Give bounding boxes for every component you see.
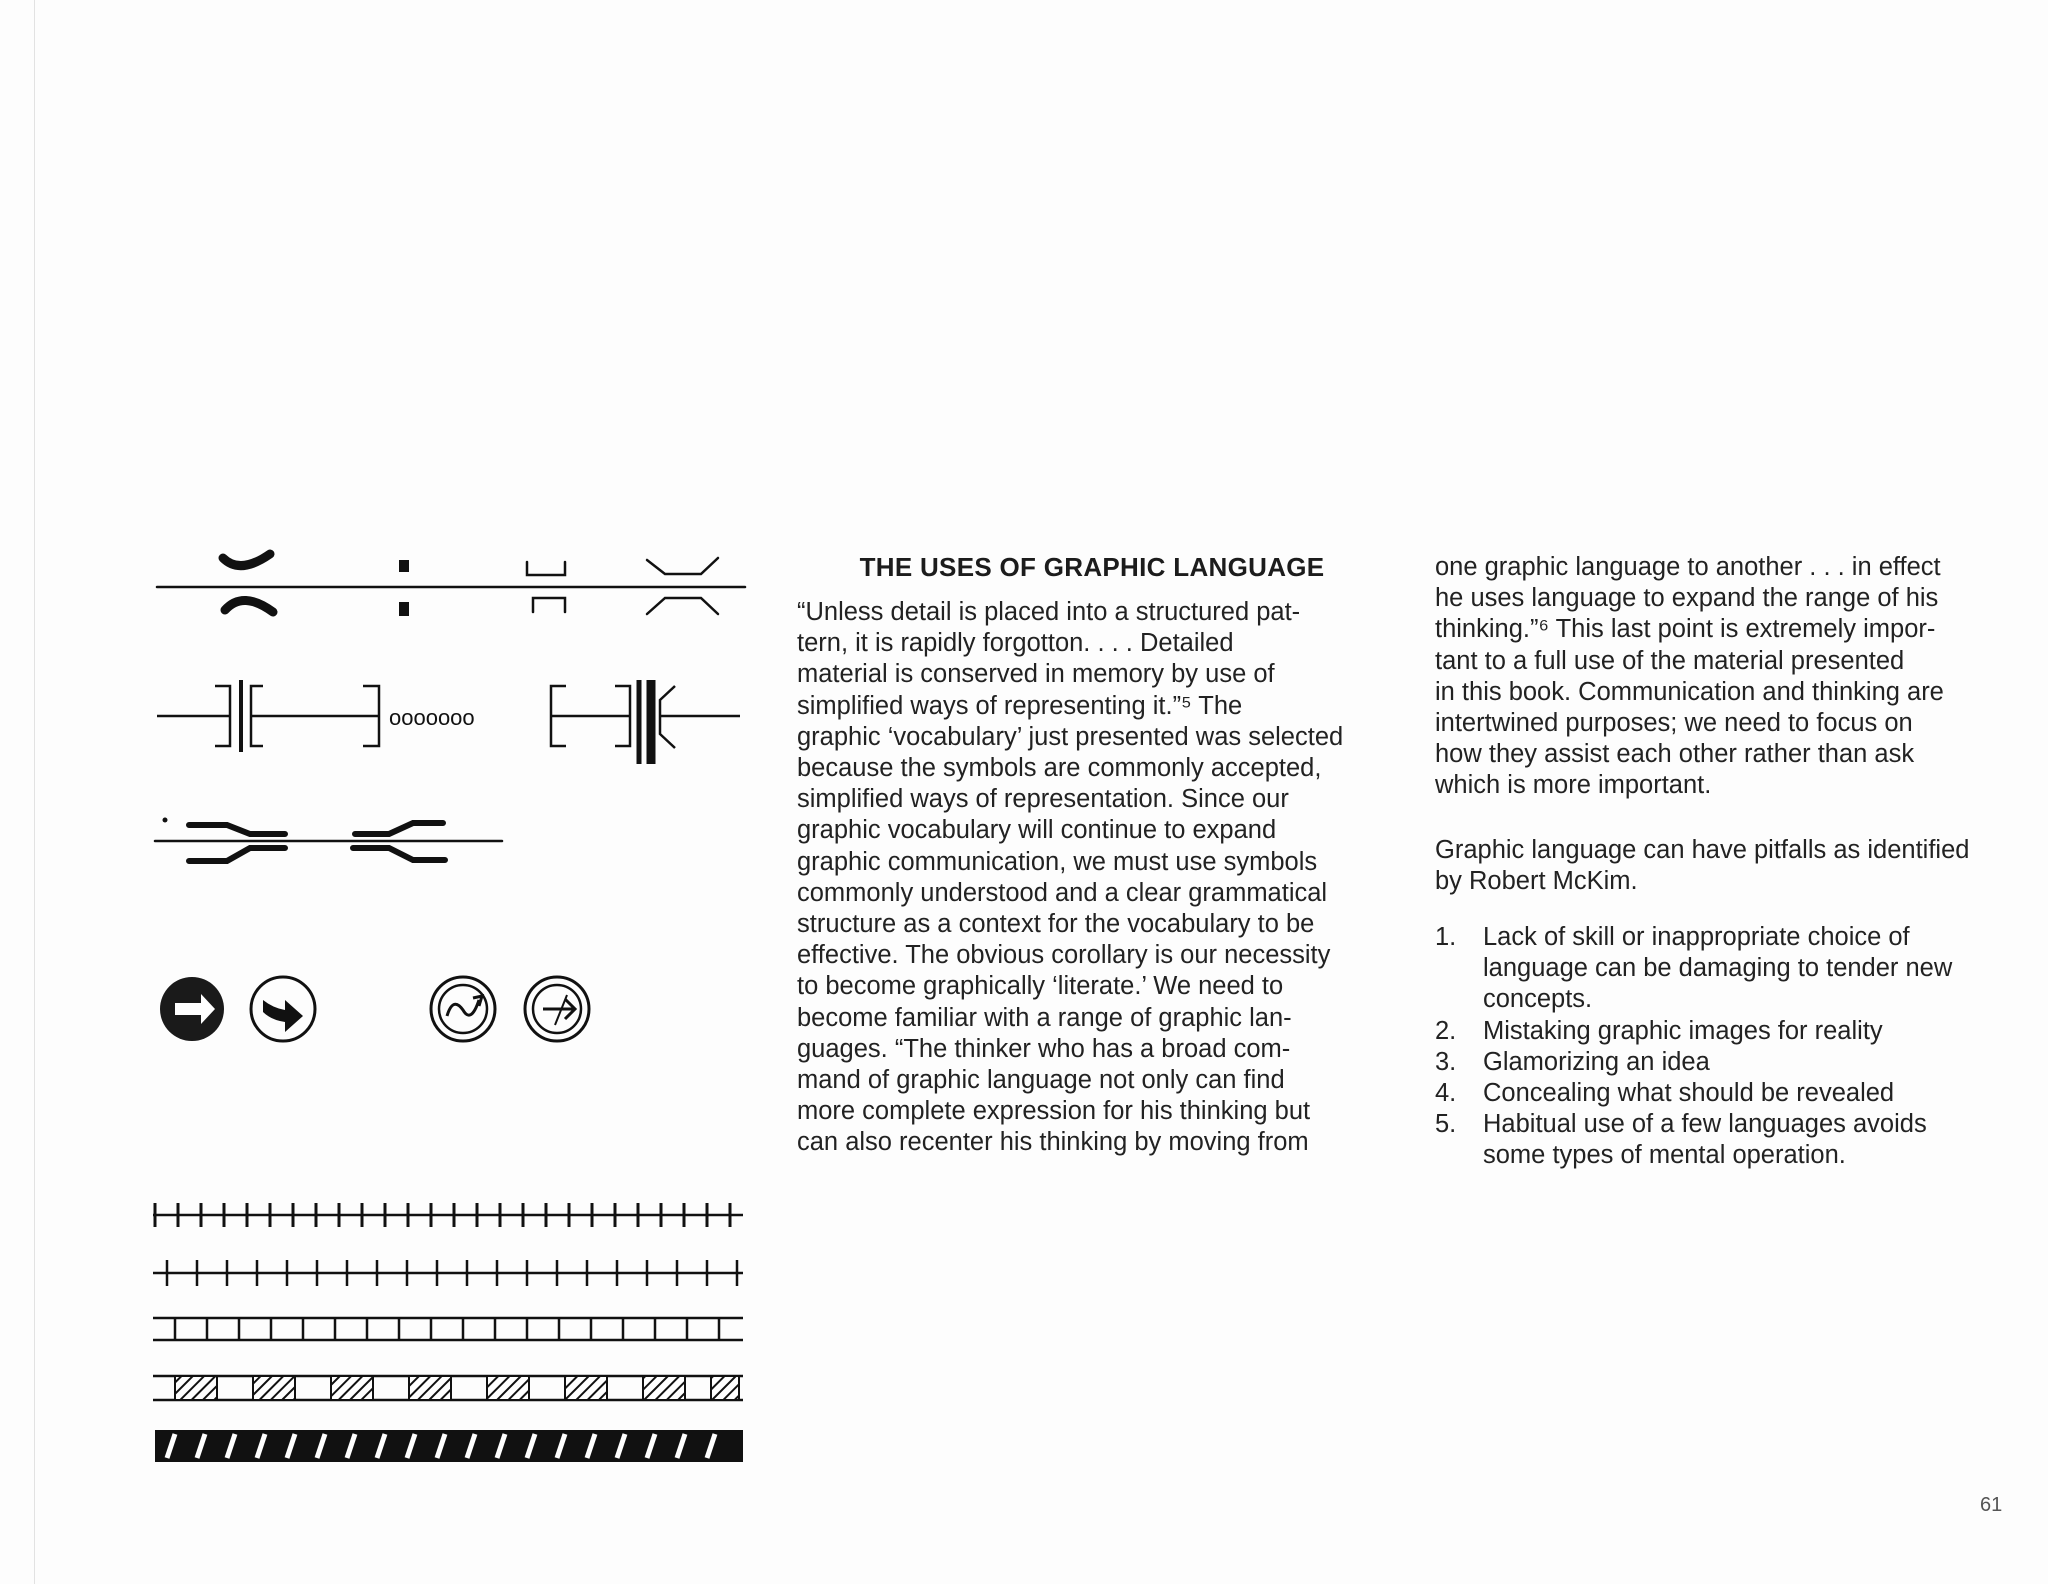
article-paragraph-1 xyxy=(797,597,1387,1159)
list-item xyxy=(1435,1047,2010,1078)
list-item xyxy=(1435,1078,2010,1109)
text-line: more complete expression for his thinking but xyxy=(797,1097,1311,1126)
text-line: which is more important. xyxy=(1435,771,1712,800)
text-line: some types of mental operation. xyxy=(1483,1141,1846,1170)
page-spine xyxy=(34,0,35,1584)
list-item-number: 3. xyxy=(1435,1047,1457,1076)
tick-line-patterns xyxy=(153,1203,743,1462)
text-line: graphic ‘vocabulary’ just presented was selected xyxy=(797,722,1344,751)
list-item xyxy=(1435,1016,2010,1047)
text-line: Glamorizing an idea xyxy=(1483,1047,1710,1076)
graphic-vocabulary-illustrations xyxy=(145,540,760,1490)
text-line: simplified ways of representing it.”⁵ The xyxy=(797,691,1243,720)
article-paragraph-2 xyxy=(1435,552,2010,802)
text-line: thinking.”⁶ This last point is extremely impor- xyxy=(1435,615,1936,644)
list-item-number: 4. xyxy=(1435,1079,1457,1108)
arrow-circle-icons xyxy=(160,977,589,1041)
text-line: material is conserved in memory by use of xyxy=(797,660,1275,689)
list-item-number: 2. xyxy=(1435,1016,1457,1045)
capacitor-symbols xyxy=(157,680,740,764)
text-line: “Unless detail is placed into a structured pat- xyxy=(797,598,1301,626)
text-line: Concealing what should be revealed xyxy=(1483,1079,1895,1108)
text-line: concepts. xyxy=(1483,985,1593,1014)
text-line: he uses language to expand the range of his xyxy=(1435,584,1939,613)
text-line: graphic vocabulary will continue to expand xyxy=(797,816,1277,845)
pitfalls-list xyxy=(1435,922,2010,1172)
text-line: because the symbols are commonly accepted, xyxy=(797,754,1322,783)
text-line: how they assist each other rather than ask xyxy=(1435,740,1915,769)
text-line: language can be damaging to tender new xyxy=(1483,954,1953,983)
text-line: can also recenter his thinking by moving from xyxy=(797,1128,1309,1157)
list-item xyxy=(1435,922,2010,1016)
list-item-number: 5. xyxy=(1435,1110,1457,1139)
text-line: become familiar with a range of graphic lan- xyxy=(797,1003,1292,1032)
text-line: commonly understood and a clear grammatical xyxy=(797,878,1328,907)
pitfalls-intro xyxy=(1435,835,2010,897)
text-line: intertwined purposes; we need to focus on xyxy=(1435,709,1913,738)
text-line: tant to a full use of the material presented xyxy=(1435,646,1905,675)
text-line: by Robert McKim. xyxy=(1435,866,1638,895)
article-column-middle xyxy=(797,552,1387,1159)
text-line: Lack of skill or inappropriate choice of xyxy=(1483,923,1910,952)
page-number: 61 xyxy=(1980,1494,2003,1516)
text-line: Habitual use of a few languages avoids xyxy=(1483,1110,1927,1139)
text-line: guages. “The thinker who has a broad com- xyxy=(797,1034,1291,1063)
text-line: simplified ways of representation. Since our xyxy=(797,785,1289,814)
text-line: effective. The obvious corollary is our necessity xyxy=(797,941,1331,970)
text-line: structure as a context for the vocabulary to be xyxy=(797,910,1315,939)
joint-symbols xyxy=(155,818,502,862)
text-line: one graphic language to another . . . in effect xyxy=(1435,553,1941,581)
list-item xyxy=(1435,1109,2010,1171)
text-line: tern, it is rapidly forgotton. . . . Detailed xyxy=(797,629,1234,658)
text-line: graphic communication, we must use symbols xyxy=(797,847,1318,876)
svg-text:ooooooo: ooooooo xyxy=(389,705,475,730)
text-line: in this book. Communication and thinking are xyxy=(1435,677,1944,706)
article-column-right xyxy=(1435,552,2010,1172)
text-line: Mistaking graphic images for reality xyxy=(1483,1016,1883,1045)
text-line: to become graphically ‘literate.’ We need to xyxy=(797,972,1284,1001)
article-heading: THE USES OF GRAPHIC LANGUAGE xyxy=(859,552,1325,582)
text-line: mand of graphic language not only can find xyxy=(797,1066,1285,1095)
text-line: Graphic language can have pitfalls as identified xyxy=(1435,835,1970,864)
list-item-number: 1. xyxy=(1435,923,1457,952)
constriction-symbols xyxy=(157,554,745,616)
